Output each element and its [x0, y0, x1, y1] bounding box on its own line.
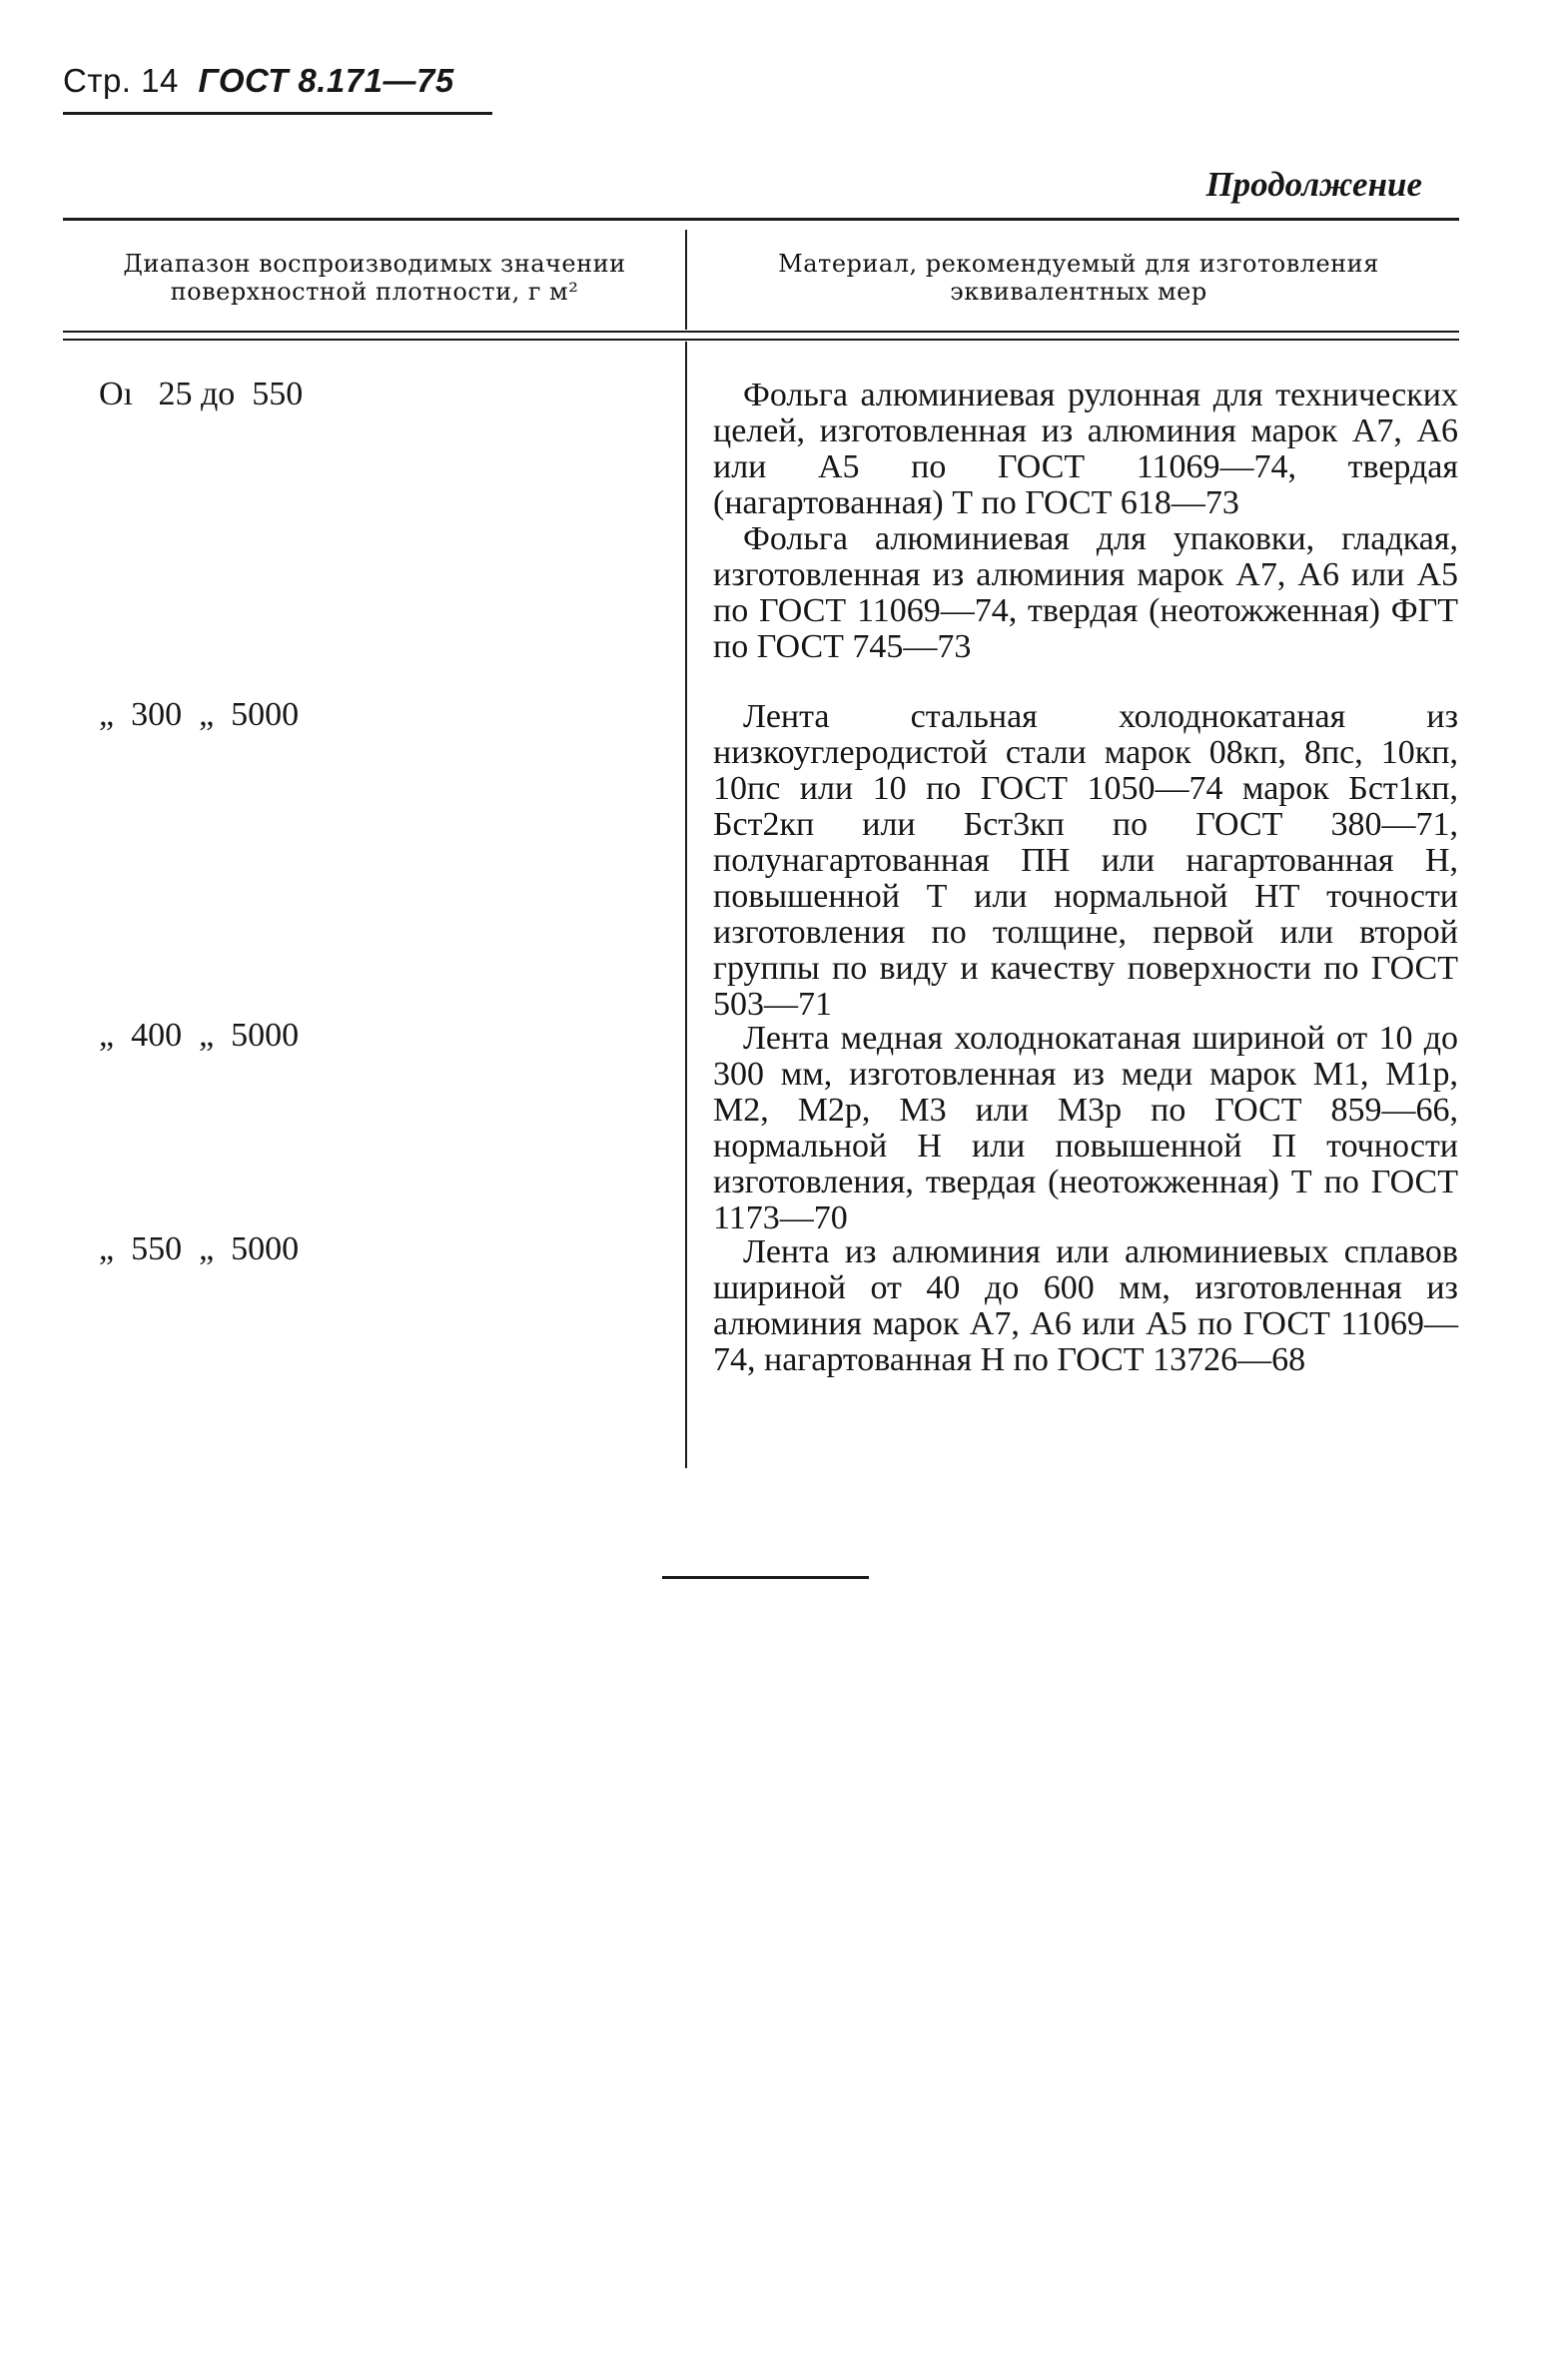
range-cell: „ 300 „ 5000 — [99, 696, 300, 733]
page-header — [63, 62, 454, 100]
standard-number: ГОСТ 8.171—75 — [198, 62, 454, 99]
continuation-label: Продолжение — [1205, 165, 1422, 204]
range-cell: Oı 25 до 550 — [99, 376, 304, 412]
material-paragraph: Лента медная холоднокатаная шириной от 10 до 300 мм, изготовленная из меди марок М1, М1р, М2, М2р, М3 или М3р по ГОСТ 859—66, нормальной Н или повышенной П точности изготовления, твердая (неотожженная) Т по ГОСТ 1173—70 — [713, 1020, 1458, 1236]
material-cell — [713, 699, 1458, 1023]
material-paragraph: Лента стальная холоднокатаная из низкоуглеродистой стали марок 08кп, 8пс, 10кп, 10пс или 10 по ГОСТ 1050—74 марок Бст1кп, Бст2кп или Бст3кп по ГОСТ 380—71, полунагартованная ПН или нагартованная Н, повышенной Т или нормальной НТ точности изготовления по толщине, первой или второй группы по виду и качеству поверхности по ГОСТ 503—71 — [713, 698, 1458, 1023]
material-cell — [713, 1234, 1458, 1378]
end-rule — [662, 1576, 869, 1579]
material-cell — [713, 378, 1458, 665]
column-header-range: Диапазон воспроизводимых значении поверхностной плотности, г м² — [123, 250, 626, 306]
table-top-rule — [63, 218, 1459, 221]
header-rule — [63, 112, 492, 115]
range-cell: „ 550 „ 5000 — [99, 1230, 300, 1267]
material-paragraph: Лента из алюминия или алюминиевых сплавов шириной от 40 до 600 мм, изготовленная из алюминия марок А7, А6 или А5 по ГОСТ 11069—74, нагартованная Н по ГОСТ 13726—68 — [713, 1233, 1458, 1378]
table-header-rule-double — [63, 339, 1459, 341]
table-column-divider — [685, 342, 687, 1468]
column-header-material: Материал, рекомендуемый для изготовления эквивалентных мер — [778, 250, 1379, 306]
table-header-rule — [63, 331, 1459, 333]
material-paragraph: Фольга алюминиевая рулонная для технических целей, изготовленная из алюминия марок А7, А6 или А5 по ГОСТ 11069—74, твердая (нагартованная) Т по ГОСТ 618—73 — [713, 377, 1458, 521]
table-column-divider-header — [685, 230, 687, 330]
range-cell: „ 400 „ 5000 — [99, 1017, 300, 1054]
page-number: Стр. 14 — [63, 62, 179, 99]
material-cell — [713, 1021, 1458, 1236]
material-paragraph: Фольга алюминиевая для упаковки, гладкая, изготовленная из алюминия марок А7, А6 или А5 по ГОСТ 11069—74, твердая (неотожженная) ФГТ по ГОСТ 745—73 — [713, 520, 1458, 665]
